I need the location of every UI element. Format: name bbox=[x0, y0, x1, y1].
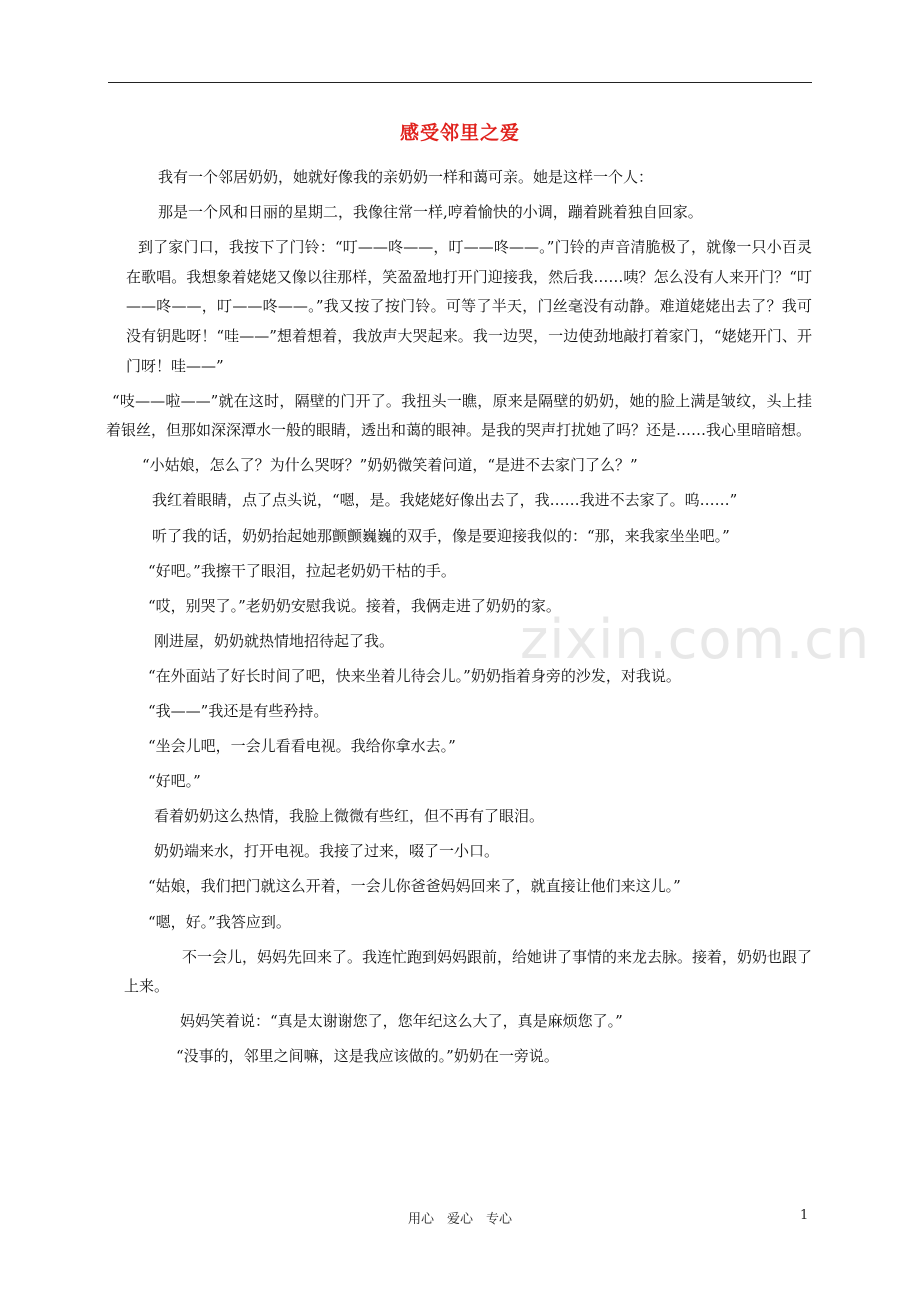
paragraph-13: “坐会儿吧，一会儿看看电视。我给你拿水去。” bbox=[148, 737, 456, 756]
paragraph-17: “姑娘，我们把门就这么开着，一会儿你爸爸妈妈回来了，就直接让他们来这儿。” bbox=[148, 877, 681, 896]
paragraph-7: 听了我的话，奶奶抬起她那颤颤巍巍的双手，像是要迎接我似的：“那，来我家坐坐吧。” bbox=[152, 526, 730, 545]
paragraph-14: “好吧。” bbox=[148, 772, 201, 791]
page-number: 1 bbox=[800, 1208, 809, 1223]
paragraph-4: “吱——啦——”就在这时，隔壁的门开了。我扭头一瞧，原来是隔壁的奶奶，她的脸上满是皱纹，头上挂着银丝，但那如深深潭水一般的眼睛，透出和蔼的眼神。是我的哭声打扰她了吗？还是……我心里暗暗想。 bbox=[106, 391, 812, 440]
paragraph-10: 刚进屋，奶奶就热情地招待起了我。 bbox=[154, 631, 395, 650]
paragraph-12: “我——”我还是有些矜持。 bbox=[148, 702, 329, 720]
document-title: 感受邻里之爱 bbox=[399, 122, 520, 144]
header-rule bbox=[108, 82, 812, 83]
paragraph-5: “小姑娘，怎么了？为什么哭呀？”奶奶微笑着问道，“是进不去家门了么？” bbox=[142, 456, 638, 475]
footer-motto: 用心 爱心 专心 bbox=[407, 1212, 512, 1227]
paragraph-19: 不一会儿，妈妈先回来了。我连忙跑到妈妈跟前，给她讲了事情的来龙去脉。接着，奶奶也跟了上来。 bbox=[124, 947, 813, 996]
watermark: zixin.com.cn bbox=[520, 608, 871, 671]
paragraph-15: 看着奶奶这么热情，我脸上微微有些红，但不再有了眼泪。 bbox=[154, 807, 545, 826]
paragraph-1: 我有一个邻居奶奶，她就好像我的亲奶奶一样和蔼可亲。她是这样一个人： bbox=[158, 168, 654, 186]
paragraph-18: “嗯，好。”我答应到。 bbox=[148, 912, 291, 931]
paragraph-11: “在外面站了好长时间了吧，快来坐着儿待会儿。”奶奶指着身旁的沙发，对我说。 bbox=[148, 666, 681, 685]
paragraph-3: 到了家门口，我按下了门铃：“叮——咚——，叮——咚——。”门铃的声音清脆极了，就像一只小百灵在歌唱。我想象着姥姥又像以往那样，笑盈盈地打开门迎接我，然后我……咦？怎么没有人来开门？“叮——咚——，叮——咚——。”我又按了按门铃。可等了半天，门丝毫没有动静。难道姥姥出去了？我可没有钥匙呀！“哇——”想着想着，我放声大哭起来。我一边哭，一边使劲地敲打着家门，“姥姥开门、开门呀！哇——” bbox=[126, 238, 812, 375]
paragraph-21: “没事的，邻里之间嘛，这是我应该做的。”奶奶在一旁说。 bbox=[176, 1047, 559, 1066]
paragraph-9: “哎，别哭了。”老奶奶安慰我说。接着，我俩走进了奶奶的家。 bbox=[148, 596, 561, 615]
paragraph-2: 那是一个风和日丽的星期二，我像往常一样,哼着愉快的小调，蹦着跳着独自回家。 bbox=[158, 203, 703, 222]
paragraph-6: 我红着眼睛，点了点头说，“嗯，是。我姥姥好像出去了，我……我进不去家了。呜……” bbox=[152, 491, 738, 510]
paragraph-20: 妈妈笑着说：“真是太谢谢您了，您年纪这么大了，真是麻烦您了。” bbox=[180, 1012, 623, 1031]
paragraph-16: 奶奶端来水，打开电视。我接了过来，啜了一小口。 bbox=[154, 842, 500, 861]
paragraph-8: “好吧。”我擦干了眼泪，拉起老奶奶干枯的手。 bbox=[148, 561, 456, 580]
